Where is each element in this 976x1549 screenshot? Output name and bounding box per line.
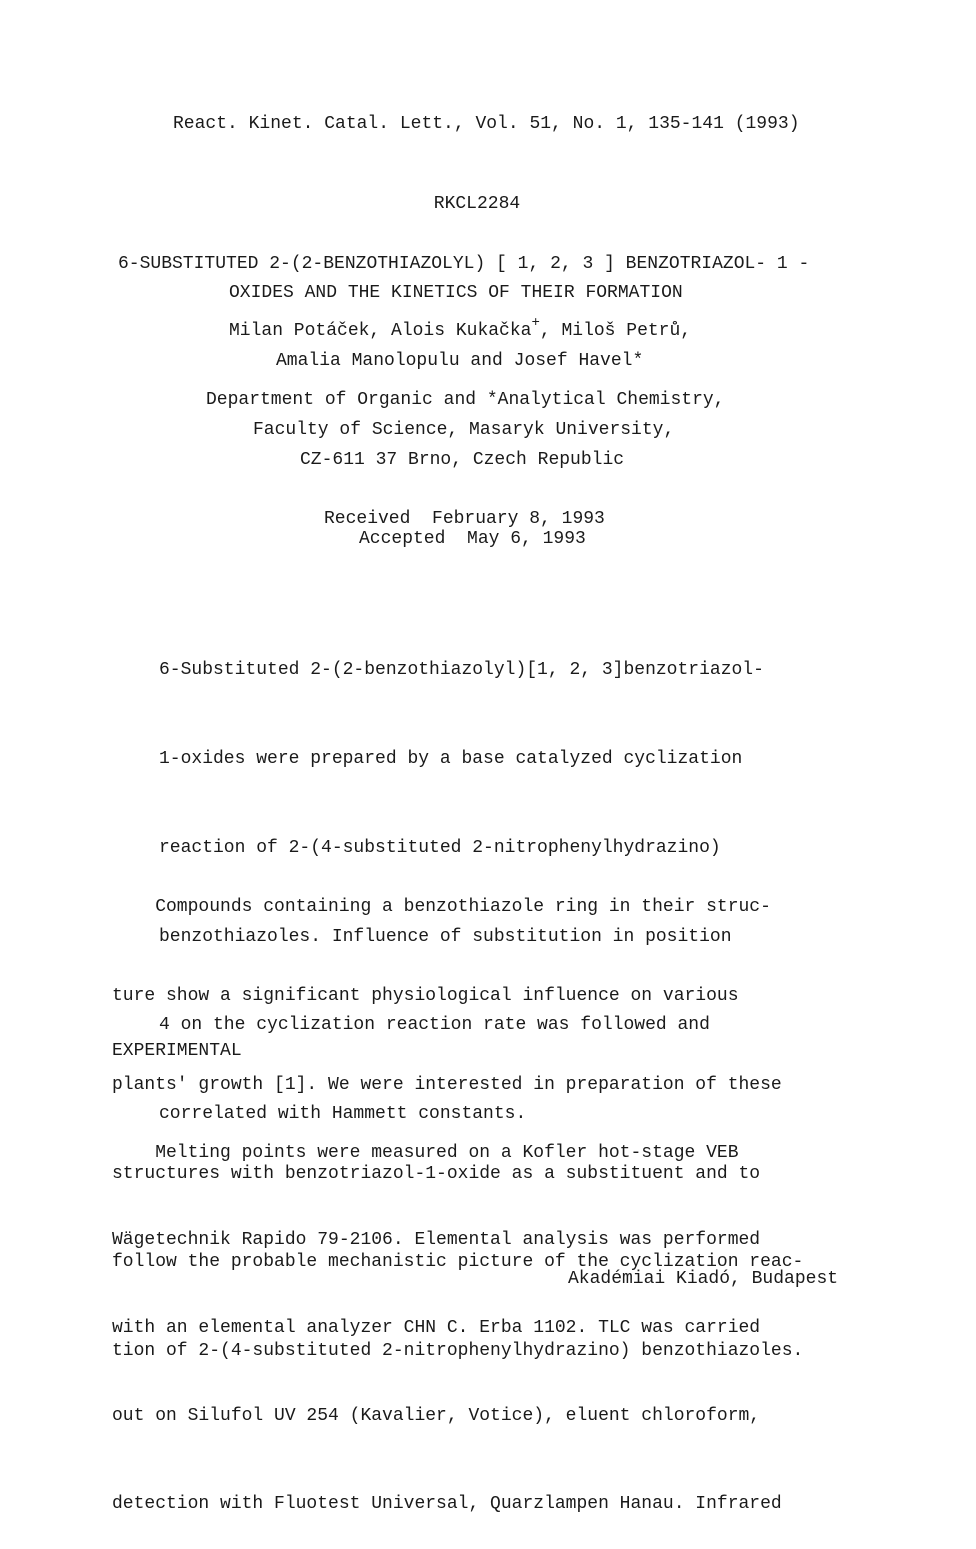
title-line-2: OXIDES AND THE KINETICS OF THEIR FORMATION — [229, 283, 683, 303]
abstract-line: benzothiazoles. Influence of substitution in position — [159, 926, 732, 947]
affiliation-line-2: Faculty of Science, Masaryk University, — [253, 420, 675, 440]
intro-line: tion of 2-(4-substituted 2-nitrophenylhydrazino) benzothiazoles. — [112, 1341, 804, 1362]
authors-line-1 — [229, 315, 692, 342]
publisher-footer: Akadémiai Kiadó, Budapest — [568, 1269, 839, 1289]
intro-line: follow the probable mechanistic picture of the cyclization reac- — [112, 1252, 804, 1273]
experimental-text — [112, 1080, 782, 1549]
affiliation-line-1: Department of Organic and *Analytical Chemistry, — [206, 390, 725, 410]
abstract-line: 6-Substituted 2-(2-benzothiazolyl)[1, 2, 3]benzotriazol- — [159, 660, 764, 681]
authors-text-b: , Miloš Petrů, — [539, 321, 692, 341]
intro-line: ture show a significant physiological influence on various — [112, 985, 739, 1006]
authors-line-2: Amalia Manolopulu and Josef Havel* — [276, 351, 644, 371]
abstract-line: reaction of 2-(4-substituted 2-nitrophenylhydrazino) — [159, 837, 721, 858]
experimental-line: out on Silufol UV 254 (Kavalier, Votice), eluent chloroform, — [112, 1406, 761, 1427]
intro-line: Compounds containing a benzothiazole ring in their struc- — [112, 897, 771, 918]
received-date: Received February 8, 1993 — [324, 509, 605, 529]
abstract-line: 4 on the cyclization reaction rate was followed and — [159, 1015, 710, 1036]
abstract-line: correlated with Hammett constants. — [159, 1104, 527, 1125]
title-line-1: 6-SUBSTITUTED 2-(2-BENZOTHIAZOLYL) [ 1, 2, 3 ] BENZOTRIAZOL- 1 - — [118, 254, 810, 274]
affiliation-line-3: CZ-611 37 Brno, Czech Republic — [300, 450, 625, 470]
authors-text-a: Milan Potáček, Alois Kukačka — [229, 321, 532, 341]
experimental-line: Melting points were measured on a Kofler hot-stage VEB — [112, 1142, 739, 1163]
experimental-line: detection with Fluotest Universal, Quarzlampen Hanau. Infrared — [112, 1494, 782, 1515]
experimental-line: with an elemental analyzer CHN C. Erba 1102. TLC was carried — [112, 1318, 761, 1339]
accepted-date: Accepted May 6, 1993 — [359, 529, 586, 549]
abstract-line: 1-oxides were prepared by a base catalyzed cyclization — [159, 748, 743, 769]
experimental-line: Wägetechnik Rapido 79-2106. Elemental analysis was performed — [112, 1230, 761, 1251]
experimental-heading: EXPERIMENTAL — [112, 1041, 242, 1061]
deceased-mark: + — [531, 315, 540, 331]
journal-citation: React. Kinet. Catal. Lett., Vol. 51, No. 1, 135-141 (1993) — [173, 114, 800, 134]
intro-line: structures with benzotriazol-1-oxide as a substituent and to — [112, 1163, 761, 1184]
intro-line: plants' growth [1]. We were interested in preparation of these — [112, 1074, 782, 1095]
article-code: RKCL2284 — [433, 194, 521, 214]
